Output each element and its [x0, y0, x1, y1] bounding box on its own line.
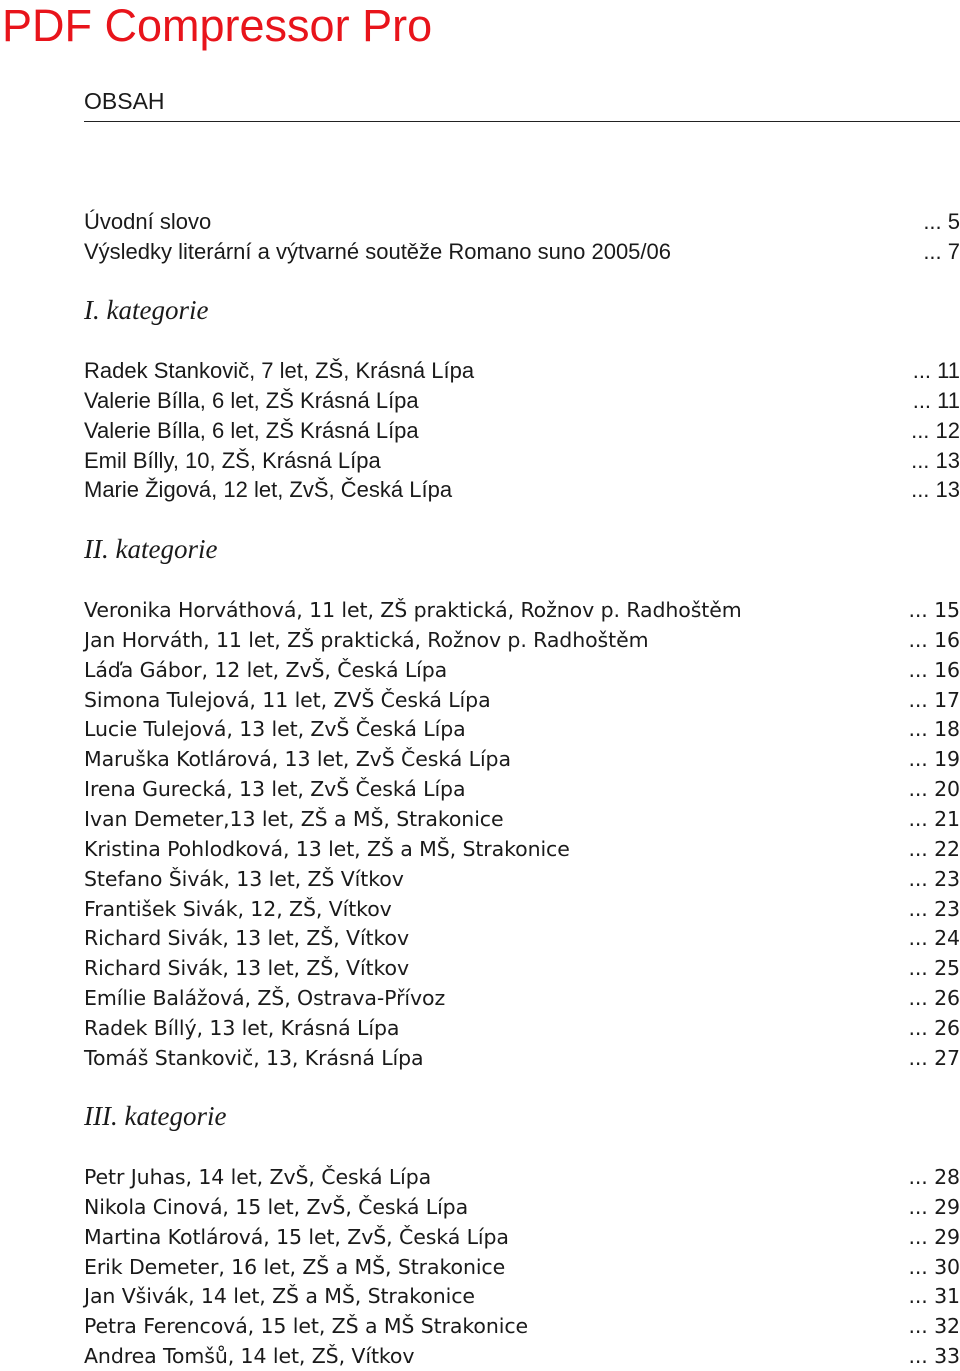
toc-entry-title: Maruška Kotlárová, 13 let, ZvŠ Česká Lípa — [84, 747, 511, 772]
toc-entry-title: Valerie Bílla, 6 let, ZŠ Krásná Lípa — [84, 387, 419, 413]
toc-entry[interactable] — [84, 237, 960, 267]
toc-entry-page: ... 23 — [908, 866, 960, 891]
toc-entry[interactable] — [84, 1252, 960, 1282]
toc-entry-page: ... 33 — [908, 1344, 960, 1369]
toc-entry-title: Emil Bílly, 10, ZŠ, Krásná Lípa — [84, 447, 381, 473]
toc-entry-page: ... 29 — [908, 1194, 960, 1219]
toc-entry[interactable] — [84, 685, 960, 715]
toc-entry-page: ... 16 — [908, 627, 960, 652]
toc-entry-page: ... 32 — [908, 1314, 960, 1339]
toc-entry-title: Erik Demeter, 16 let, ZŠ a MŠ, Strakonice — [84, 1254, 506, 1279]
toc-entry-title: Kristina Pohlodková, 13 let, ZŠ a MŠ, Strakonice — [84, 836, 570, 861]
toc-entry-page: ... 5 — [923, 209, 960, 234]
toc-entry-page: ... 26 — [908, 986, 960, 1011]
toc-entry[interactable] — [84, 983, 960, 1013]
toc-entry[interactable] — [84, 744, 960, 774]
toc-entry[interactable] — [84, 446, 960, 476]
toc-entry-title: Výsledky literární a výtvarné soutěže Romano suno 2005/06 — [84, 238, 671, 264]
toc-entry-page: ... 17 — [908, 687, 960, 712]
toc-entry[interactable] — [84, 953, 960, 983]
toc-entry-title: Lucie Tulejová, 13 let, ZvŠ Česká Lípa — [84, 717, 466, 742]
toc-entry-page: ... 19 — [908, 747, 960, 772]
toc-entry-page: ... 30 — [908, 1254, 960, 1279]
toc-entry[interactable] — [84, 207, 960, 237]
toc-entry-title: Radek Bíllý, 13 let, Krásná Lípa — [84, 1015, 400, 1040]
category-heading: III. kategorie — [84, 1101, 227, 1131]
toc-entry-page: ... 28 — [908, 1165, 960, 1189]
toc-entry[interactable] — [84, 595, 960, 625]
toc-entry-title: Irena Gurecká, 13 let, ZvŠ Česká Lípa — [84, 777, 466, 802]
toc-entry-title: Radek Stankovič, 7 let, ZŠ, Krásná Lípa — [84, 358, 475, 383]
toc-entry-page: ... 16 — [908, 657, 960, 682]
toc-entry-title: Richard Sivák, 13 let, ZŠ, Vítkov — [84, 926, 410, 951]
toc-entry[interactable] — [84, 356, 960, 386]
toc-entry-title: Jan Horváth, 11 let, ZŠ praktická, Rožnov p. Radhoštěm — [84, 627, 649, 652]
toc-entry[interactable] — [84, 655, 960, 685]
toc-entry-title: Jan Všivák, 14 let, ZŠ a MŠ, Strakonice — [84, 1284, 475, 1309]
toc-entry-title: Simona Tulejová, 11 let, ZVŠ Česká Lípa — [84, 687, 491, 712]
toc-entry-page: ... 27 — [908, 1045, 960, 1070]
toc-entry[interactable] — [84, 386, 960, 416]
toc-entry[interactable] — [84, 1162, 960, 1192]
toc-entry[interactable] — [84, 864, 960, 894]
page-title: OBSAH — [84, 88, 165, 114]
toc-entry-title: Stefano Šivák, 13 let, ZŠ Vítkov — [84, 866, 404, 891]
toc-entry[interactable] — [84, 1281, 960, 1311]
toc-entry-page: ... 13 — [911, 447, 960, 473]
toc-entry-title: Marie Žigová, 12 let, ZvŠ, Česká Lípa — [84, 477, 453, 503]
toc-entry[interactable] — [84, 923, 960, 953]
toc-entry-title: Andrea Tomšů, 14 let, ZŠ, Vítkov — [84, 1344, 415, 1369]
toc-entry[interactable] — [84, 1341, 960, 1371]
toc-entry[interactable] — [84, 416, 960, 446]
toc-entry-page: ... 20 — [908, 777, 960, 802]
toc-entry-page: ... 23 — [908, 896, 960, 921]
toc-entry-title: Láďa Gábor, 12 let, ZvŠ, Česká Lípa — [84, 657, 448, 682]
category-heading: I. kategorie — [84, 295, 209, 325]
category-heading: II. kategorie — [84, 534, 218, 564]
toc-entry[interactable] — [84, 774, 960, 804]
toc-entry[interactable] — [84, 1311, 960, 1341]
toc-entry-title: Petra Ferencová, 15 let, ZŠ a MŠ Strakonice — [84, 1314, 529, 1339]
toc-entry[interactable] — [84, 625, 960, 655]
toc-entry-title: Úvodní slovo — [84, 209, 212, 234]
toc-entry-title: Martina Kotlárová, 15 let, ZvŠ, Česká Lípa — [84, 1224, 509, 1249]
toc-entry-page: ... 18 — [908, 717, 960, 742]
toc-entry-title: Tomáš Stankovič, 13, Krásná Lípa — [84, 1045, 424, 1070]
toc-entry-page: ... 22 — [908, 836, 960, 861]
toc-entry-page: ... 11 — [912, 387, 960, 413]
toc-entry-page: ... 24 — [908, 926, 960, 951]
toc-entry-page: ... 15 — [908, 598, 960, 622]
toc-entry-page: ... 31 — [908, 1284, 960, 1309]
toc-entry-page: ... 13 — [911, 477, 960, 503]
toc-entry-page: ... 26 — [908, 1015, 960, 1040]
toc-entry-title: Nikola Cinová, 15 let, ZvŠ, Česká Lípa — [84, 1194, 469, 1219]
toc-entry[interactable] — [84, 1013, 960, 1043]
toc-entry-page: ... 12 — [911, 417, 960, 443]
toc-entry-page: ... 29 — [908, 1224, 960, 1249]
toc-entry[interactable] — [84, 804, 960, 834]
toc-entry[interactable] — [84, 894, 960, 924]
heading-divider — [84, 121, 960, 122]
toc-entry[interactable] — [84, 1192, 960, 1222]
toc-entry-title: Ivan Demeter,13 let, ZŠ a MŠ, Strakonice — [84, 806, 504, 831]
toc-entry-page: ... 7 — [923, 238, 960, 264]
toc-entry-title: Petr Juhas, 14 let, ZvŠ, Česká Lípa — [84, 1165, 432, 1189]
toc-entry[interactable] — [84, 714, 960, 744]
toc-entry[interactable] — [84, 834, 960, 864]
watermark: PDF Compressor Pro — [2, 0, 433, 51]
toc-entry-title: Emílie Balážová, ZŠ, Ostrava-Přívoz — [84, 986, 446, 1011]
toc-entry-title: Veronika Horváthová, 11 let, ZŠ praktická, Rožnov p. Radhoštěm — [84, 598, 742, 622]
toc-entry-title: František Sivák, 12, ZŠ, Vítkov — [84, 896, 392, 921]
toc-entry-title: Valerie Bílla, 6 let, ZŠ Krásná Lípa — [84, 417, 419, 443]
toc-entry-page: ... 25 — [908, 956, 960, 981]
toc-entry[interactable] — [84, 1222, 960, 1252]
toc-entry-page: ... 11 — [912, 358, 960, 383]
toc-entry-page: ... 21 — [908, 806, 960, 831]
toc-entry[interactable] — [84, 1043, 960, 1073]
toc-entry-title: Richard Sivák, 13 let, ZŠ, Vítkov — [84, 956, 410, 981]
toc-entry[interactable] — [84, 475, 960, 505]
